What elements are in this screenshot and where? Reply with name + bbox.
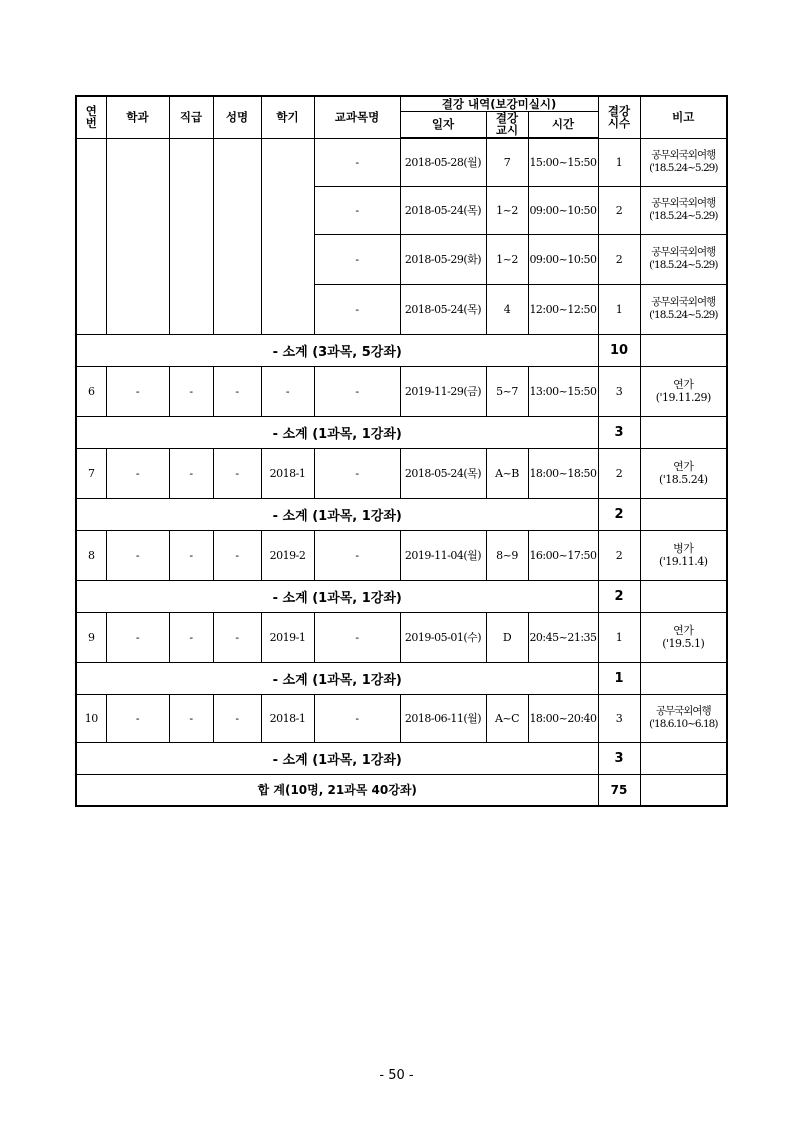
- table-row: [76, 612, 727, 662]
- cell-dept: -: [106, 366, 169, 416]
- subtotal-label: - 소계 (1과목, 1강좌): [76, 742, 598, 774]
- cell-semester: 2018-1: [261, 448, 314, 498]
- cell-period: 1~2: [486, 234, 528, 284]
- cell-no: 8: [76, 530, 106, 580]
- cell-date: 2018-06-11(월): [400, 694, 486, 742]
- cell-date: 2018-05-24(목): [400, 284, 486, 334]
- table-row: [76, 448, 727, 498]
- cell-note: 공무국외여행 ('18.6.10~6.18): [640, 694, 727, 742]
- cell-semester: 2019-2: [261, 530, 314, 580]
- cell-time: 18:00~20:40: [528, 694, 598, 742]
- table-header: [76, 96, 727, 138]
- absence-table: [75, 95, 728, 807]
- subtotal-label: - 소계 (3과목, 5강좌): [76, 334, 598, 366]
- subtotal-hours: 2: [598, 580, 640, 612]
- subtotal-label: - 소계 (1과목, 1강좌): [76, 580, 598, 612]
- cell-date: 2019-11-29(금): [400, 366, 486, 416]
- cell-hours: 1: [598, 138, 640, 186]
- cell-semester: 2019-1: [261, 612, 314, 662]
- cell-dept: -: [106, 448, 169, 498]
- cell-course: -: [314, 448, 400, 498]
- cell-name: -: [213, 612, 261, 662]
- cell-date: 2019-05-01(수): [400, 612, 486, 662]
- header-position: 직급: [169, 96, 213, 138]
- total-note: [640, 774, 727, 806]
- subtotal-row: [76, 580, 727, 612]
- table-row: [76, 366, 727, 416]
- cell-period: 5~7: [486, 366, 528, 416]
- cell-time: 18:00~18:50: [528, 448, 598, 498]
- cell-time: 15:00~15:50: [528, 138, 598, 186]
- subtotal-note: [640, 334, 727, 366]
- cell-date: 2018-05-24(목): [400, 186, 486, 234]
- cell-course: -: [314, 284, 400, 334]
- total-label: 합 계(10명, 21과목 40강좌): [76, 774, 598, 806]
- subtotal-row: [76, 416, 727, 448]
- cell-period: 8~9: [486, 530, 528, 580]
- cell-semester: -: [261, 366, 314, 416]
- cell-hours: 1: [598, 284, 640, 334]
- cell-period: A~C: [486, 694, 528, 742]
- subtotal-row: [76, 742, 727, 774]
- cell-position: -: [169, 694, 213, 742]
- cell-note: 연가 ('18.5.24): [640, 448, 727, 498]
- subtotal-label: - 소계 (1과목, 1강좌): [76, 498, 598, 530]
- cell-no: 10: [76, 694, 106, 742]
- subtotal-row: [76, 334, 727, 366]
- total-row: [76, 774, 727, 806]
- cell-dept: -: [106, 612, 169, 662]
- cell-time: 13:00~15:50: [528, 366, 598, 416]
- subtotal-hours: 1: [598, 662, 640, 694]
- cell-name: -: [213, 694, 261, 742]
- cell-hours: 3: [598, 694, 640, 742]
- header-hours: 결강 시수: [598, 96, 640, 138]
- cell-course: -: [314, 186, 400, 234]
- subtotal-label: - 소계 (1과목, 1강좌): [76, 416, 598, 448]
- cell-period: D: [486, 612, 528, 662]
- cell-time: 20:45~21:35: [528, 612, 598, 662]
- cell-semester: 2018-1: [261, 694, 314, 742]
- cell-course: -: [314, 612, 400, 662]
- cell-time: 16:00~17:50: [528, 530, 598, 580]
- cell-hours: 2: [598, 186, 640, 234]
- cell-hours: 2: [598, 530, 640, 580]
- cell-date: 2018-05-28(월): [400, 138, 486, 186]
- subtotal-hours: 10: [598, 334, 640, 366]
- total-hours: 75: [598, 774, 640, 806]
- header-absence: 결강 내역(보강미실시): [400, 96, 598, 111]
- cell-note: 연가 ('19.11.29): [640, 366, 727, 416]
- cell-dept: -: [106, 694, 169, 742]
- subtotal-note: [640, 742, 727, 774]
- cell-course: -: [314, 138, 400, 186]
- header-time: 시간: [528, 111, 598, 138]
- subtotal-hours: 3: [598, 742, 640, 774]
- cell-date: 2018-05-29(화): [400, 234, 486, 284]
- cell-note: 공무외국외여행 ('18.5.24~5.29): [640, 186, 727, 234]
- cell-period: 4: [486, 284, 528, 334]
- subtotal-hours: 3: [598, 416, 640, 448]
- subtotal-label: - 소계 (1과목, 1강좌): [76, 662, 598, 694]
- header-semester: 학기: [261, 96, 314, 138]
- cell-name: -: [213, 448, 261, 498]
- cell-position: [169, 138, 213, 334]
- header-no: 연번: [76, 96, 106, 138]
- cell-period: A~B: [486, 448, 528, 498]
- cell-no: 7: [76, 448, 106, 498]
- cell-no: 6: [76, 366, 106, 416]
- cell-note: 병가 ('19.11.4): [640, 530, 727, 580]
- cell-position: -: [169, 612, 213, 662]
- cell-time: 09:00~10:50: [528, 186, 598, 234]
- cell-no: 9: [76, 612, 106, 662]
- header-period: 결강 교시: [486, 111, 528, 138]
- header-date: 일자: [400, 111, 486, 138]
- page-number: - 50 -: [379, 1068, 414, 1083]
- cell-dept: [106, 138, 169, 334]
- cell-period: 1~2: [486, 186, 528, 234]
- cell-hours: 2: [598, 234, 640, 284]
- cell-note: 공무외국외여행 ('18.5.24~5.29): [640, 138, 727, 186]
- cell-course: -: [314, 530, 400, 580]
- cell-time: 12:00~12:50: [528, 284, 598, 334]
- subtotal-row: [76, 498, 727, 530]
- subtotal-note: [640, 498, 727, 530]
- cell-position: -: [169, 366, 213, 416]
- table-row: [76, 694, 727, 742]
- cell-semester: [261, 138, 314, 334]
- subtotal-note: [640, 662, 727, 694]
- table-row: [76, 138, 727, 186]
- cell-hours: 3: [598, 366, 640, 416]
- header-note: 비고: [640, 96, 727, 138]
- header-name: 성명: [213, 96, 261, 138]
- cell-hours: 1: [598, 612, 640, 662]
- cell-date: 2018-05-24(목): [400, 448, 486, 498]
- cell-hours: 2: [598, 448, 640, 498]
- subtotal-note: [640, 416, 727, 448]
- cell-position: -: [169, 530, 213, 580]
- cell-date: 2019-11-04(월): [400, 530, 486, 580]
- cell-position: -: [169, 448, 213, 498]
- cell-course: -: [314, 694, 400, 742]
- cell-note: 공무외국외여행 ('18.5.24~5.29): [640, 284, 727, 334]
- subtotal-row: [76, 662, 727, 694]
- subtotal-hours: 2: [598, 498, 640, 530]
- cell-time: 09:00~10:50: [528, 234, 598, 284]
- table-row: [76, 530, 727, 580]
- header-dept: 학과: [106, 96, 169, 138]
- subtotal-note: [640, 580, 727, 612]
- cell-name: -: [213, 366, 261, 416]
- header-course: 교과목명: [314, 96, 400, 138]
- cell-note: 연가 ('19.5.1): [640, 612, 727, 662]
- cell-no: [76, 138, 106, 334]
- cell-course: -: [314, 234, 400, 284]
- cell-name: [213, 138, 261, 334]
- cell-note: 공무외국외여행 ('18.5.24~5.29): [640, 234, 727, 284]
- cell-name: -: [213, 530, 261, 580]
- cell-course: -: [314, 366, 400, 416]
- cell-dept: -: [106, 530, 169, 580]
- cell-period: 7: [486, 138, 528, 186]
